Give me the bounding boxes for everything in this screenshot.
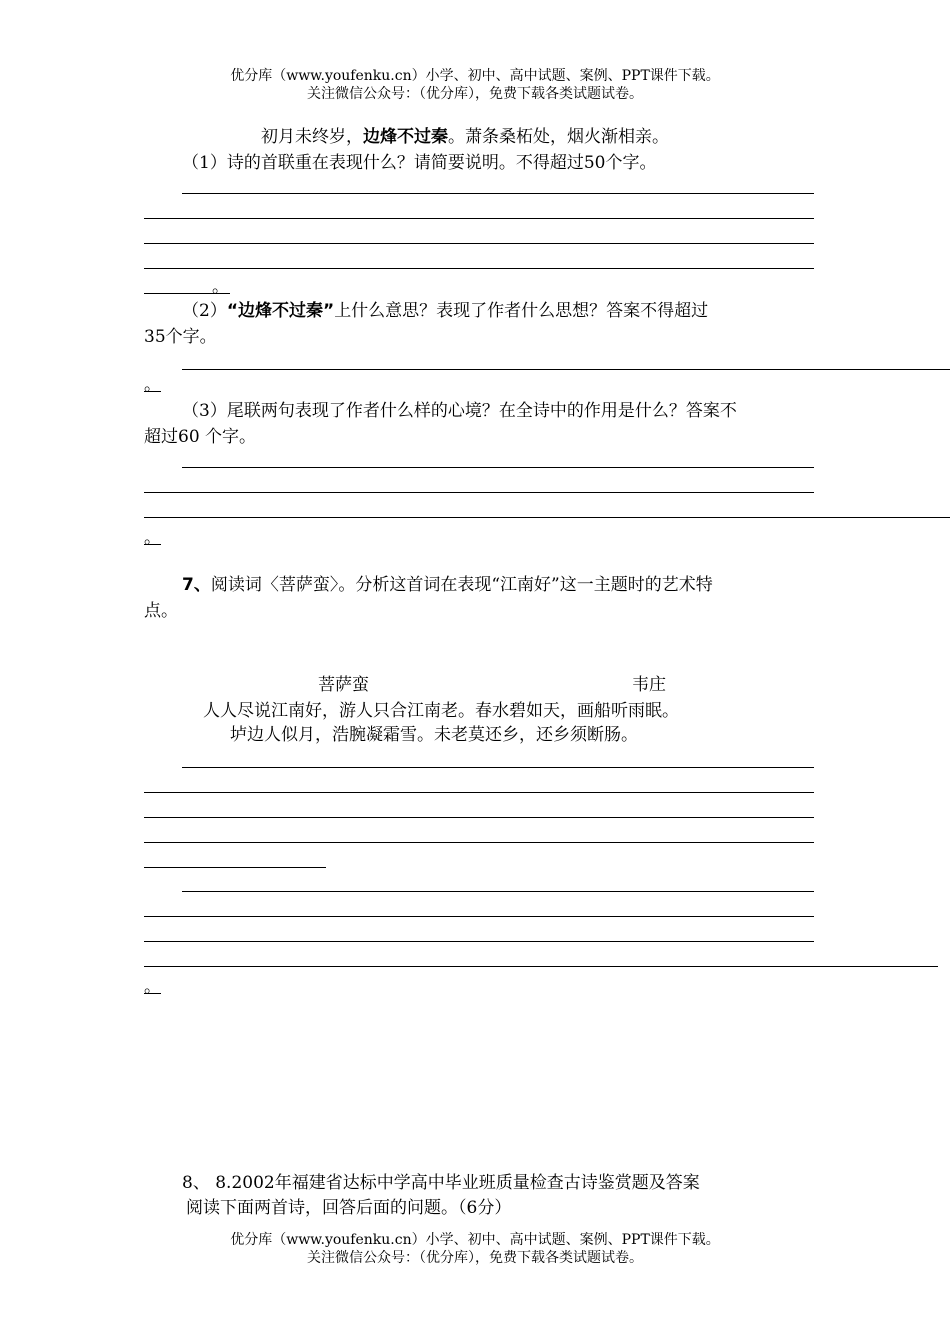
answer-line xyxy=(144,842,814,843)
header-line-2: 关注微信公众号：（优分库），免费下载各类试题试卷。 xyxy=(307,86,643,102)
answer-line xyxy=(182,891,814,892)
answer-line xyxy=(144,243,814,244)
answer-line xyxy=(144,966,938,967)
answer-line xyxy=(182,467,814,468)
question-2-line-2: 35个字。 xyxy=(144,327,217,347)
poem-line-2: 垆边人似月，浩腕凝霜雪。未老莫还乡，还乡须断肠。 xyxy=(230,725,638,745)
footer-line-1: 优分库（www.youfenku.cn）小学、初中、高中试题、案例、PPT课件下载。 xyxy=(230,1232,720,1248)
answer-line xyxy=(144,517,950,518)
answer-end-mark: 。 xyxy=(144,528,161,548)
question-2-quote: “边烽不过秦” xyxy=(226,301,335,321)
answer-line xyxy=(144,268,814,269)
answer-line xyxy=(182,193,814,194)
answer-end-mark: 。 xyxy=(144,977,161,997)
answer-line xyxy=(144,792,814,793)
question-7-line-1 xyxy=(182,573,713,597)
poem-tail-part2: 。萧条桑柘处，烟火渐相亲。 xyxy=(448,127,669,147)
question-7-line-2: 点。 xyxy=(144,601,178,621)
answer-end-mark: 。 xyxy=(212,277,229,297)
question-7-text: 阅读词〈菩萨蛮〉。分析这首词在表现“江南好”这一主题时的艺术特 xyxy=(210,575,713,595)
question-2-line-1 xyxy=(182,299,708,323)
answer-line xyxy=(182,369,950,370)
answer-line xyxy=(144,218,814,219)
question-2-prefix: （2） xyxy=(182,301,227,321)
question-2-rest: 上什么意思？表现了作者什么思想？答案不得超过 xyxy=(334,301,709,321)
answer-line xyxy=(144,941,814,942)
poem-tail xyxy=(261,125,669,149)
answer-line xyxy=(144,817,814,818)
poem-author: 韦庄 xyxy=(632,675,666,695)
poem-tail-part1: 初月未终岁， xyxy=(261,127,363,147)
question-3-line-2: 超过60 个字。 xyxy=(144,427,257,447)
answer-line xyxy=(144,916,814,917)
question-3-line-1: （3）尾联两句表现了作者什么样的心境？在全诗中的作用是什么？答案不 xyxy=(182,401,737,421)
question-8-line-2: 阅读下面两首诗，回答后面的问题。（6分） xyxy=(186,1198,512,1218)
answer-line xyxy=(144,492,814,493)
header-line-1: 优分库（www.youfenku.cn）小学、初中、高中试题、案例、PPT课件下载。 xyxy=(230,68,720,84)
answer-line-short xyxy=(144,867,326,868)
poem-tail-bold: 边烽不过秦 xyxy=(363,127,448,147)
answer-line xyxy=(182,767,814,768)
question-8-line-1: 8、 8.2002年福建省达标中学高中毕业班质量检查古诗鉴赏题及答案 xyxy=(182,1173,700,1193)
answer-end-mark: 。 xyxy=(144,375,161,395)
question-1-text: （1）诗的首联重在表现什么？请简要说明。不得超过50个字。 xyxy=(182,153,657,173)
footer-line-2: 关注微信公众号：（优分库），免费下载各类试题试卷。 xyxy=(307,1250,643,1266)
poem-line-1: 人人尽说江南好，游人只合江南老。春水碧如天，画船听雨眠。 xyxy=(203,701,679,721)
poem-title: 菩萨蛮 xyxy=(318,675,369,695)
question-7-number: 7、 xyxy=(182,575,211,595)
